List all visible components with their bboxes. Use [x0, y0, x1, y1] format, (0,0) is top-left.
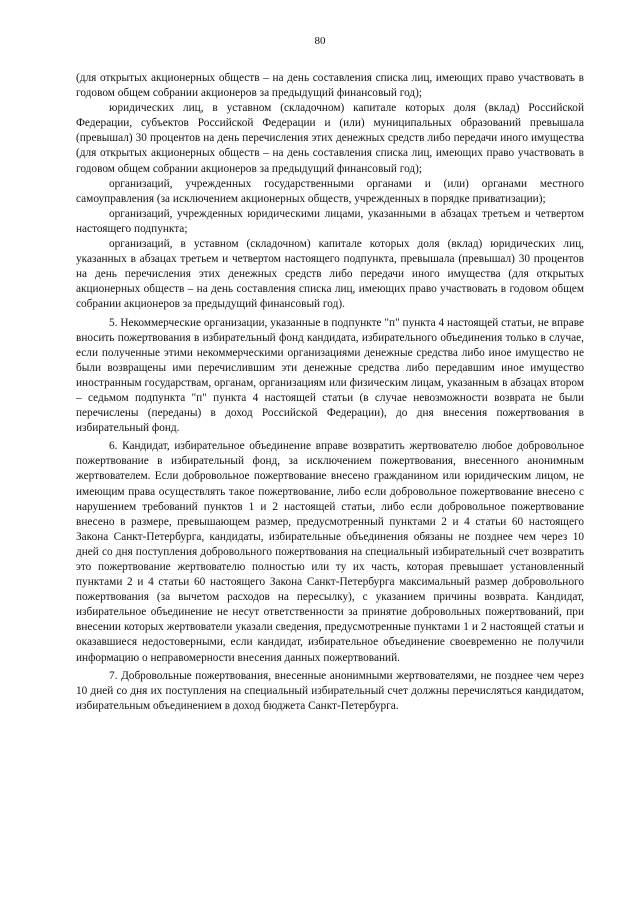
document-body [76, 71, 584, 714]
paragraph-share-organizations: организаций, в уставном (складочном) капитале которых доля (вклад) юридических лиц, указанных в абзацах третьем и четвертом настоящего подпункта, превышала (превышал) 30 процентов на день перечисления этих денежных средств либо передачи иного имущества (для открытых акционерных обществ – на день составления списка лиц, имеющих право участвовать в годовом общем собрании акционеров за предыдущий финансовый год). [76, 238, 584, 311]
paragraph-item-6: 6. Кандидат, избирательное объединение вправе возвратить жертвователю любое добровольное пожертвование в избирательный фонд, за исключением пожертвования, внесенного анонимным жертвователем. Если добровольное пожертвование внесено гражданином или юридическим лицом, не имеющим права осуществлять такое пожертвование, либо если добровольное пожертвование внесено с нарушением требований пунктов 1 и 2 настоящей статьи, либо если добровольное пожертвование внесено в размере, превышающем размер, предусмотренный пунктами 2 и 4 статьи 60 настоящего Закона Санкт-Петербурга, кандидаты, избирательные объединения обязаны не позднее чем через 10 дней со дня поступления добровольного пожертвования на специальный избирательный счет возвратить это пожертвование жертвователю полностью или ту их часть, которая превышает установленный пунктами 2 и 4 статьи 60 настоящего Закона Санкт-Петербурга максимальный размер добровольного пожертвования (за вычетом расходов на пересылку), с указанием причины возврата. Кандидат, избирательное объединение не несут ответственности за принятие добровольных пожертвований, при внесении которых жертвователи указали сведения, предусмотренные пунктами 1 и 2 настоящей статьи и оказавшиеся недостоверными, если кандидат, избирательное объединение своевременно не получили информацию о неправомерности внесения данных пожертвований. [76, 440, 584, 664]
paragraph-continuation: (для открытых акционерных обществ – на день составления списка лиц, имеющих право участвовать в годовом общем собрании акционеров за предыдущий финансовый год); [76, 72, 584, 100]
paragraph-item-7: 7. Добровольные пожертвования, внесенные анонимными жертвователями, не позднее чем через 10 дней со дня их поступления на специальный избирательный счет должны перечисляться кандидатом, избирательным объединением в доход бюджета Санкт-Петербурга. [76, 669, 584, 712]
paragraph-item-5: 5. Некоммерческие организации, указанные в подпункте "п" пункта 4 настоящей статьи, не вправе вносить пожертвования в избирательный фонд кандидата, избирательного объединения только в случае, если полученные этими некоммерческими организациями денежные средства либо иное имущество не были возвращены ими перечислившим эти денежные средства либо передавшим иное имущество иностранным государствам, органам, организациям или физическим лицам, указанным в абзацах втором – седьмом подпункта "п" пункта 4 настоящей статьи (в случае невозможности возврата не были перечислены (переданы) в доход Российской Федерации), до дня внесения пожертвования в избирательный фонд. [76, 316, 584, 435]
paragraph-legal-entities: юридических лиц, в уставном (складочном) капитале которых доля (вклад) Российской Федерации, субъектов Российской Федерации и (или) муниципальных образований превышала (превышал) 30 процентов на день перечисления этих денежных средств либо передачи иного имущества (для открытых акционерных обществ – на день составления списка лиц, имеющих право участвовать в годовом общем собрании акционеров за предыдущий финансовый год); [76, 102, 584, 175]
paragraph-founded-organizations: организаций, учрежденных юридическими лицами, указанными в абзацах третьем и четвертом настоящего подпункта; [76, 207, 584, 235]
page-number: 80 [314, 35, 326, 47]
paragraph-state-organizations: организаций, учрежденных государственными органами и (или) органами местного самоуправления (за исключением акционерных обществ, учрежденных в порядке приватизации); [76, 177, 584, 205]
